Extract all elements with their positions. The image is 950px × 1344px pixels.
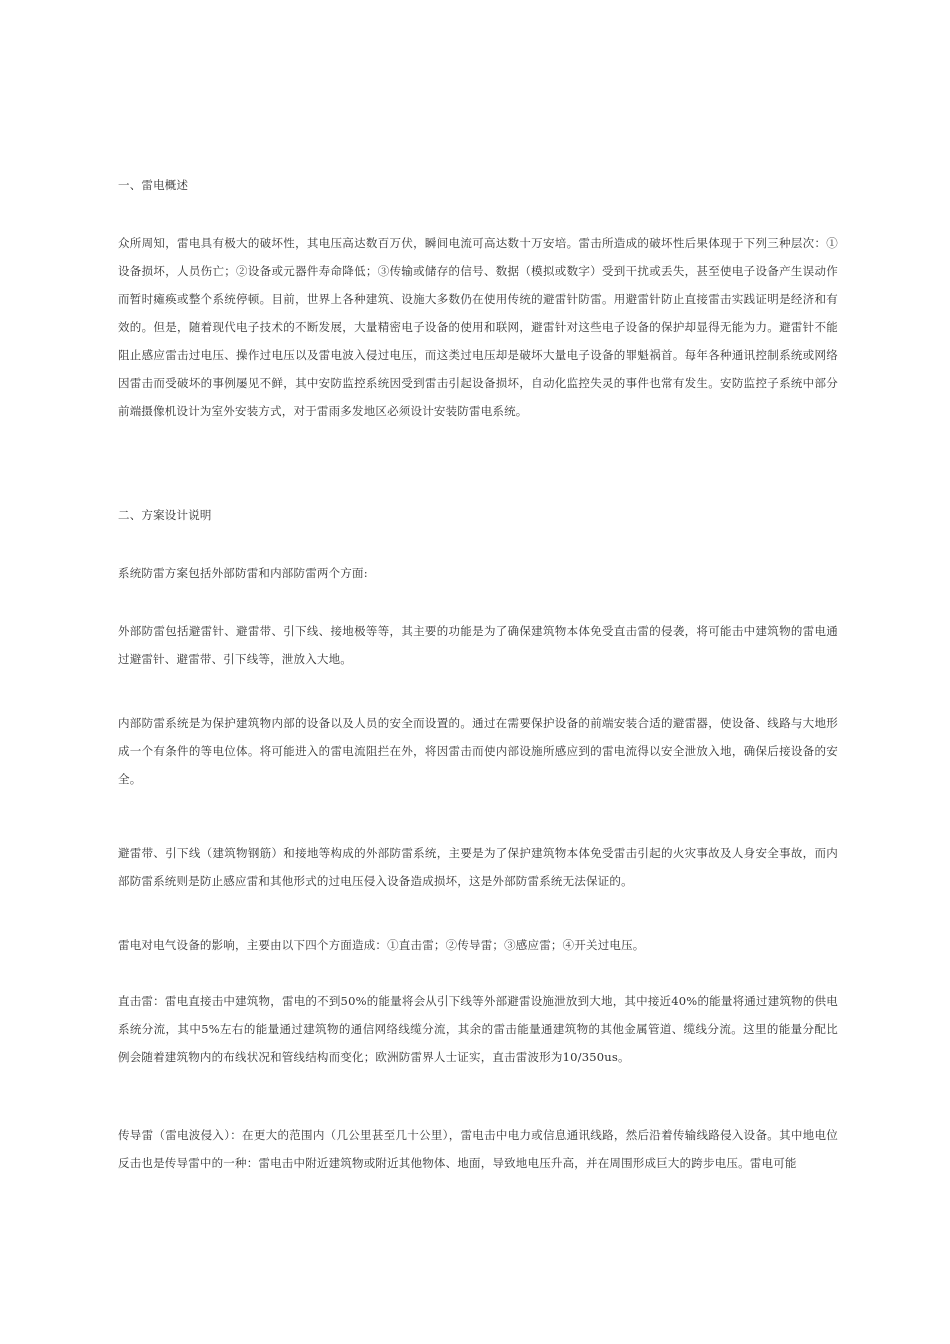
section-2-intro-paragraph: 系统防雷方案包括外部防雷和内部防雷两个方面: xyxy=(118,566,368,580)
direct-lightning-paragraph: 直击雷：雷电直接击中建筑物，雷电的不到50%的能量将会从引下线等外部避雷设施泄放到大地，其中接近40%的能量将通过建筑物的供电系统分流，其中5%左右的能量通过建筑物的通信网络线缆分流，其余的雷击能量通建筑物的其他金属管道、缆线分流。这里的能量分配比例会随着建筑物内的布线状况和管线结构而变化；欧洲防雷界人士证实，直击雷波形为10/350us。 xyxy=(118,994,838,1064)
section-2-heading: 二、方案设计说明 xyxy=(118,508,212,522)
internal-protection-paragraph: 内部防雷系统是为保护建筑物内部的设备以及人员的安全而设置的。通过在需要保护设备的前端安装合适的避雷器，使设备、线路与大地形成一个有条件的等电位体。将可能进入的雷电流阻拦在外，将因雷击而使内部设施所感应到的雷电流得以安全泄放入地，确保后接设备的安全。 xyxy=(118,716,838,786)
conducted-lightning-paragraph: 传导雷（雷电波侵入）：在更大的范围内（几公里甚至几十公里），雷电击中电力或信息通讯线路，然后沿着传输线路侵入设备。其中地电位反击也是传导雷中的一种：雷电击中附近建筑物或附近其他物体、地面，导致地电压升高，并在周围形成巨大的跨步电压。雷电可能 xyxy=(118,1128,838,1170)
section-1-heading: 一、雷电概述 xyxy=(118,178,189,192)
lightning-effects-paragraph: 雷电对电气设备的影响，主要由以下四个方面造成：①直击雷；②传导雷；③感应雷；④开关过电压。 xyxy=(118,938,645,952)
external-system-paragraph: 避雷带、引下线（建筑物钢筋）和接地等构成的外部防雷系统，主要是为了保护建筑物本体免受雷击引起的火灾事故及人身安全事故，而内部防雷系统则是防止感应雷和其他形式的过电压侵入设备造成损坏，这是外部防雷系统无法保证的。 xyxy=(118,846,838,888)
external-protection-paragraph: 外部防雷包括避雷针、避雷带、引下线、接地极等等，其主要的功能是为了确保建筑物本体免受直击雷的侵袭，将可能击中建筑物的雷电通过避雷针、避雷带、引下线等，泄放入大地。 xyxy=(118,624,838,666)
section-1-paragraph: 众所周知，雷电具有极大的破坏性，其电压高达数百万伏，瞬间电流可高达数十万安培。雷击所造成的破坏性后果体现于下列三种层次：①设备损坏，人员伤亡；②设备或元器件寿命降低；③传输或储存的信号、数据（模拟或数字）受到干扰或丢失，甚至使电子设备产生误动作而暂时瘫痪或整个系统停顿。目前，世界上各种建筑、设施大多数仍在使用传统的避雷针防雷。用避雷针防止直接雷击实践证明是经济和有效的。但是，随着现代电子技术的不断发展，大量精密电子设备的使用和联网，避雷针对这些电子设备的保护却显得无能为力。避雷针不能阻止感应雷击过电压、操作过电压以及雷电波入侵过电压，而这类过电压却是破坏大量电子设备的罪魁祸首。每年各种通讯控制系统或网络因雷击而受破坏的事例屡见不鲜，其中安防监控系统因受到雷击引起设备损坏，自动化监控失灵的事件也常有发生。安防监控子系统中部分前端摄像机设计为室外安装方式，对于雷雨多发地区必须设计安装防雷电系统。 xyxy=(118,236,838,418)
